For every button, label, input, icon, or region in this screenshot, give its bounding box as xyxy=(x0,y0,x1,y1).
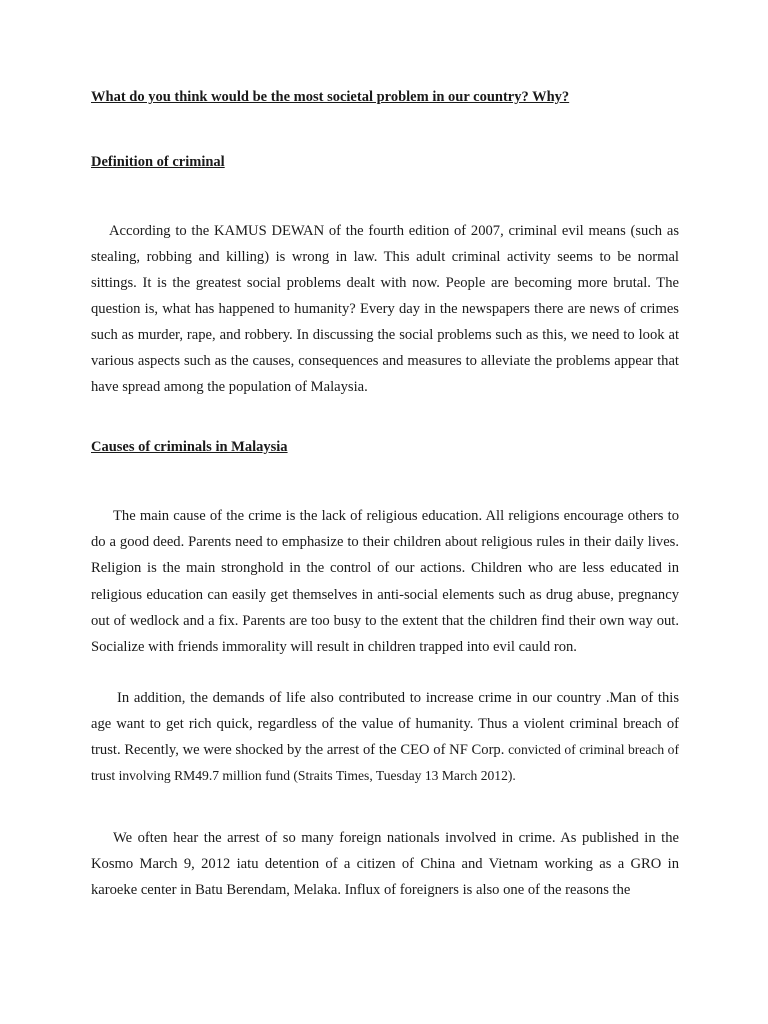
paragraph-definition: According to the KAMUS DEWAN of the fourth edition of 2007, criminal evil means (such as stealing, robbing and killing) is wrong in law. This adult criminal activity seems to be normal sittings. It is the greatest social problems dealt with now. People are becoming more brutal. The question is, what has happened to humanity? Every day in the newspapers there are news of crimes such as murder, rape, and robbery. In discussing the social problems such as this, we need to look at various aspects such as the causes, consequences and measures to alleviate the problems appear that have spread among the population of Malaysia. xyxy=(91,223,679,395)
heading-causes: Causes of criminals in Malaysia xyxy=(91,439,288,455)
paragraph-causes-2-reference: convicted of criminal breach of trust involving RM49.7 million fund (Straits Times, Tuesday 13 March 2012). xyxy=(91,742,679,783)
paragraph-causes-1: The main cause of the crime is the lack of religious education. All religions encourage others to do a good deed. Parents need to emphasize to their children about religious rules in their daily lives. Religion is the main stronghold in the control of our actions. Children who are less educated in religious education can easily get themselves in anti-social elements such as drug abuse, pregnancy out of wedlock and a fix. Parents are too busy to the extent that the children find their own way out. Socialize with friends immorality will result in children trapped into evil cauld ron. xyxy=(91,508,679,656)
paragraph-causes-2-text: In addition, the demands of life also contributed to increase crime in our country .Man of this age want to get rich quick, regardless of the value of humanity. Thus a violent criminal breach of trust. Recently, we were shocked by the arrest of the CEO of NF Corp. xyxy=(91,690,679,758)
essay-question: What do you think would be the most societal problem in our country? Why? xyxy=(91,89,570,105)
paragraph-causes-2 xyxy=(91,685,679,789)
heading-definition: Definition of criminal xyxy=(91,154,225,170)
paragraph-causes-3: We often hear the arrest of so many foreign nationals involved in crime. As published in the Kosmo March 9, 2012 iatu detention of a citizen of China and Vietnam working as a GRO in karoeke center in Batu Berendam, Melaka. Influx of foreigners is also one of the reasons the xyxy=(91,830,679,898)
